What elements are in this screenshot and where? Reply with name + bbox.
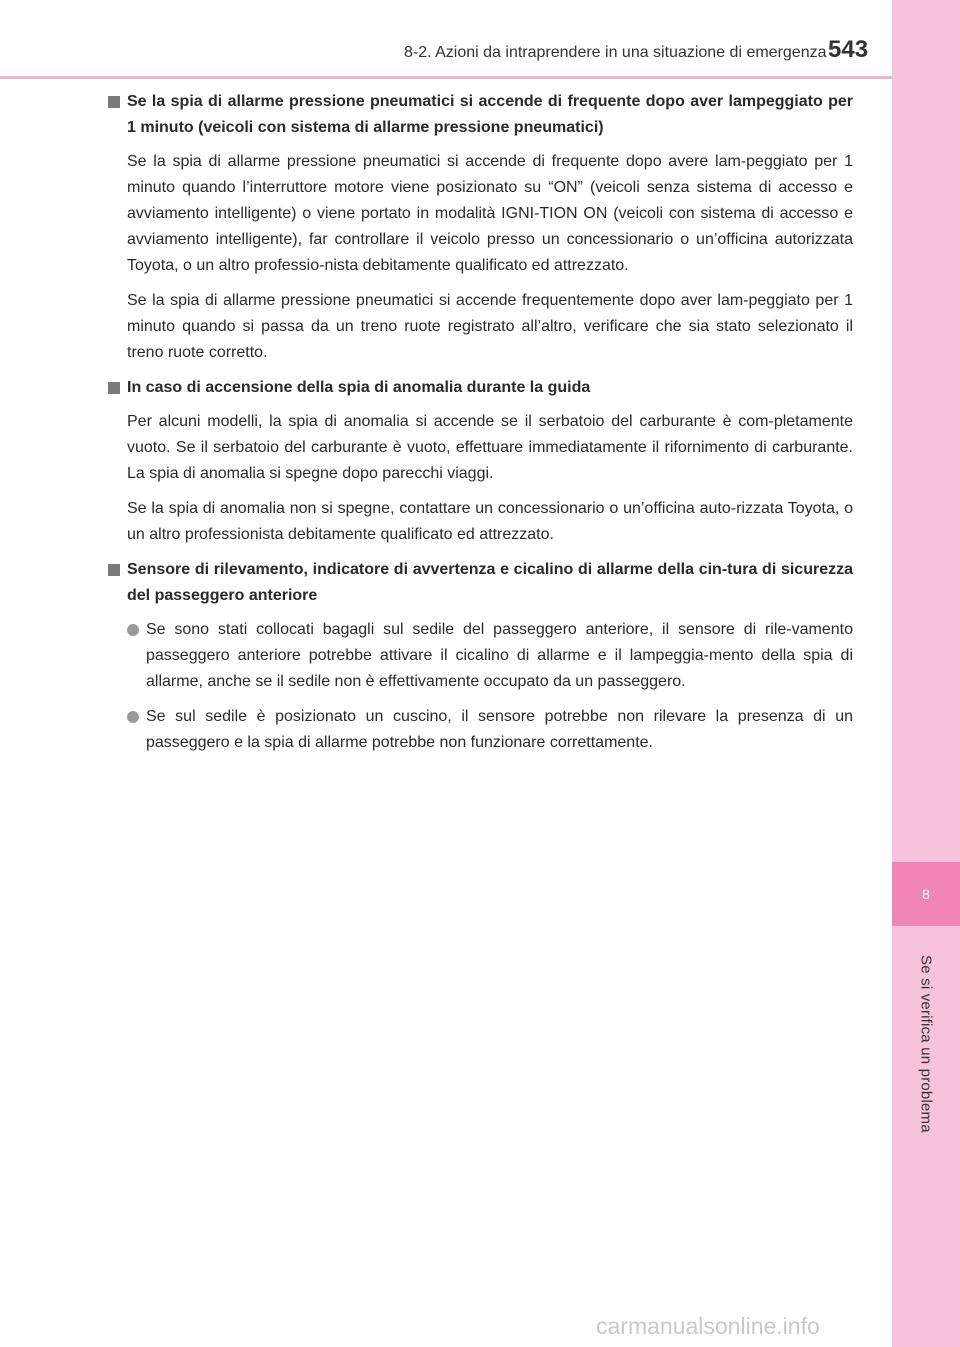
list-item <box>127 704 853 756</box>
paragraph: Se la spia di allarme pressione pneumatici si accende di frequente dopo avere lam-peggiato per 1 minuto quando l’interruttore motore viene posizionato su “ON” (veicoli senza sistema di accesso e avviamento intelligente) o viene portato in modalità IGNI-TION ON (veicoli con sistema di accesso e avviamento intelligente), far controllare il veicolo presso un concessionario o un’officina autorizzata Toyota, o un altro professio-nista debitamente qualificato ed attrezzato. <box>127 153 853 274</box>
section-heading <box>108 557 853 609</box>
square-bullet-icon <box>108 382 120 394</box>
heading-text: In caso di accensione della spia di anomalia durante la guida <box>127 379 591 396</box>
paragraph: Se la spia di allarme pressione pneumatici si accende frequentemente dopo aver lam-peggiato per 1 minuto quando si passa da un treno ruote registrato all’altro, verificare che sia stato selezionato il treno ruote corretto. <box>127 292 853 361</box>
circle-bullet-icon <box>127 624 139 636</box>
chapter-title: Se si verifica un problema <box>917 955 935 1133</box>
page-content <box>108 89 853 765</box>
header-divider <box>0 76 892 79</box>
heading-text: Se la spia di allarme pressione pneumatici si accende di frequente dopo aver lampeggiato per 1 minuto (veicoli con sistema di allarme pressione pneumatici) <box>127 93 853 136</box>
page-number: 543 <box>828 36 869 63</box>
section-title: 8-2. Azioni da intraprendere in una situazione di emergenza <box>404 44 827 61</box>
heading-text: Sensore di rilevamento, indicatore di avvertenza e cicalino di allarme della cin-tura di sicurezza del passeggero anteriore <box>127 561 853 604</box>
circle-bullet-icon <box>127 711 139 723</box>
chapter-number: 8 <box>922 886 930 902</box>
chapter-title-tab <box>892 955 960 1175</box>
section-heading <box>108 89 853 141</box>
list-item <box>127 617 853 695</box>
section-heading <box>108 375 853 401</box>
square-bullet-icon <box>108 564 120 576</box>
chapter-number-tab <box>892 862 960 926</box>
square-bullet-icon <box>108 96 120 108</box>
paragraph: Per alcuni modelli, la spia di anomalia si accende se il serbatoio del carburante è com-pletamente vuoto. Se il serbatoio del carburante è vuoto, effettuare immediatamente il rifornimento di carburante. La spia di anomalia si spegne dopo parecchi viaggi. <box>127 413 853 482</box>
watermark: carmanualsonline.info <box>596 1313 820 1339</box>
list-item-text: Se sono stati collocati bagagli sul sedile del passeggero anteriore, il sensore di rile-vamento passeggero anteriore potrebbe attivare il cicalino di allarme e il lampeggia-mento della spia di allarme, anche se il sedile non è effettivamente occupato da un passeggero. <box>146 621 853 690</box>
paragraph: Se la spia di anomalia non si spegne, contattare un concessionario o un’officina auto-rizzata Toyota, o un altro professionista debitamente qualificato ed attrezzato. <box>127 500 853 543</box>
list-item-text: Se sul sedile è posizionato un cuscino, il sensore potrebbe non rilevare la presenza di un passeggero e la spia di allarme potrebbe non funzionare correttamente. <box>146 708 853 751</box>
